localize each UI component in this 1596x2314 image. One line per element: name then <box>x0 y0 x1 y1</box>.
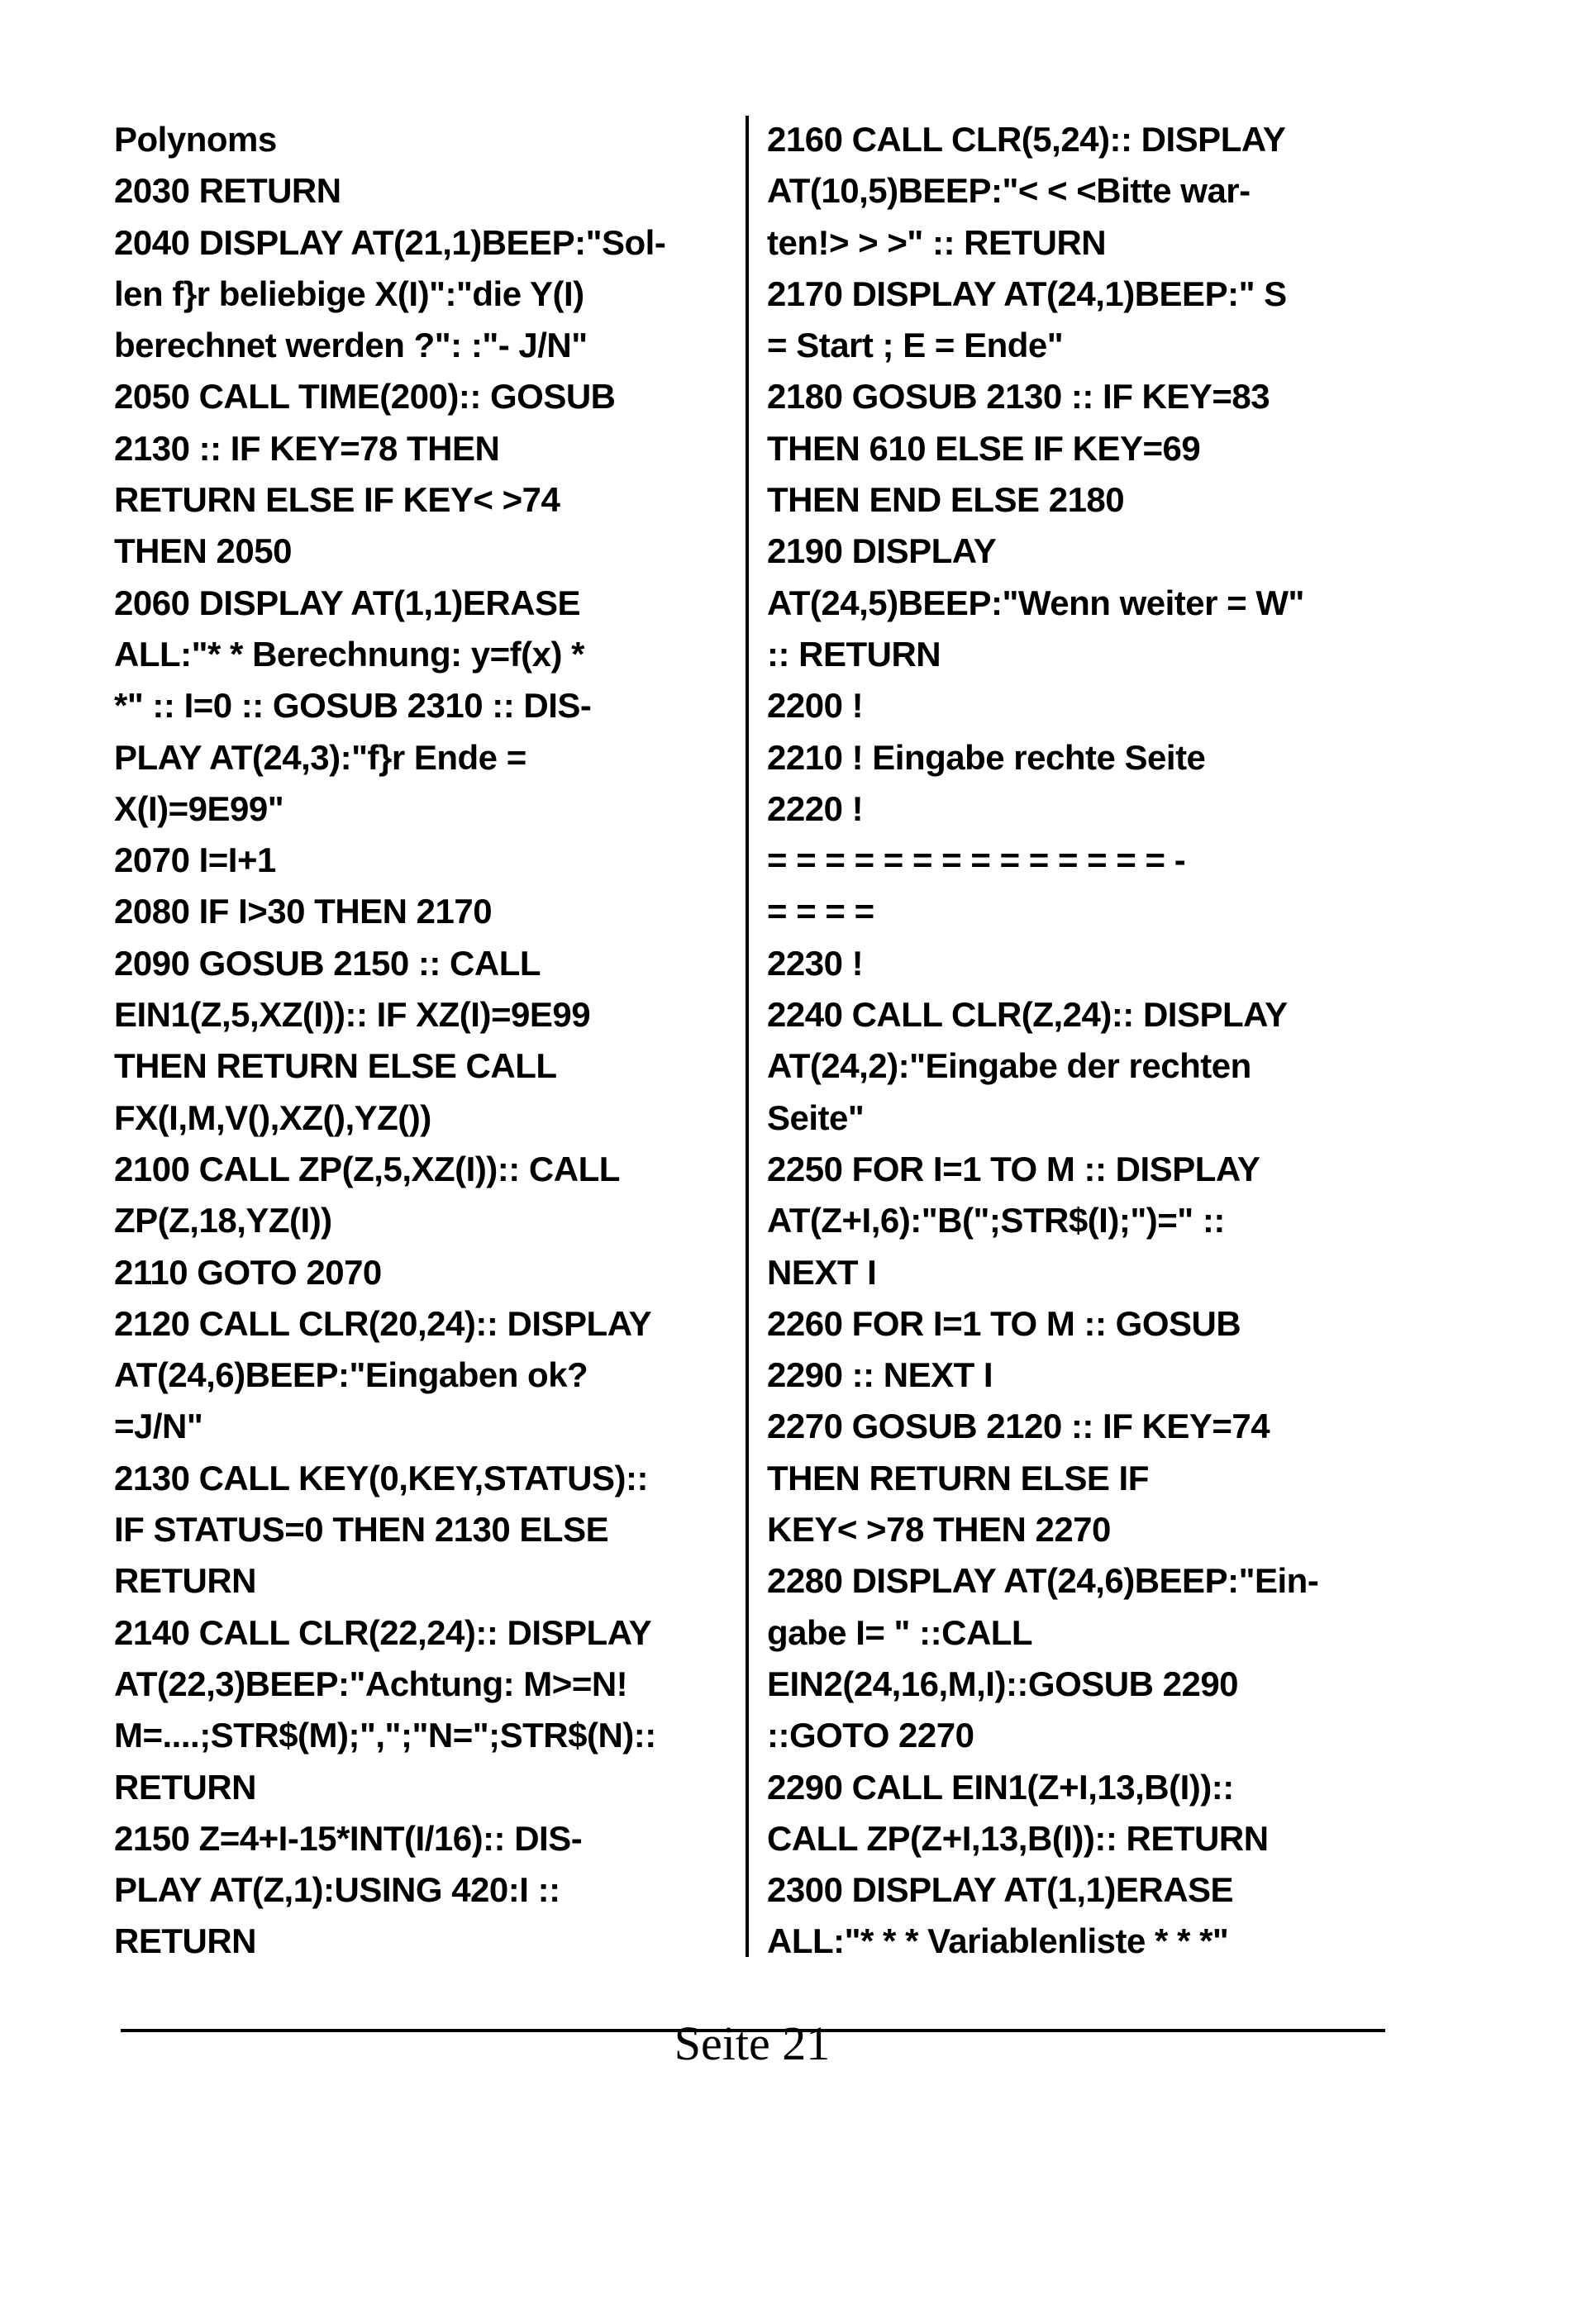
code-line: 2290 CALL EIN1(Z+I,13,B(I)):: <box>767 1767 1234 1807</box>
code-line: :: RETURN <box>767 634 941 674</box>
code-line: 2080 IF I>30 THEN 2170 <box>114 892 493 931</box>
code-line: 2180 GOSUB 2130 :: IF KEY=83 <box>767 377 1270 417</box>
code-line: THEN END ELSE 2180 <box>767 480 1125 520</box>
code-line: PLAY AT(24,3):"f}r Ende = <box>114 737 526 777</box>
code-line: THEN RETURN ELSE IF <box>767 1458 1149 1497</box>
code-line: M=....;STR$(M);",";"N=";STR$(N):: <box>114 1716 656 1755</box>
code-line: *" :: I=0 :: GOSUB 2310 :: DIS- <box>114 686 592 726</box>
code-line: 2270 GOSUB 2120 :: IF KEY=74 <box>767 1407 1270 1446</box>
code-line: 2040 DISPLAY AT(21,1)BEEP:"Sol- <box>114 222 666 262</box>
code-line: 2240 CALL CLR(Z,24):: DISPLAY <box>767 995 1288 1035</box>
code-line: THEN 2050 <box>114 531 292 571</box>
code-line: 2130 CALL KEY(0,KEY,STATUS):: <box>114 1458 648 1497</box>
code-line: 2280 DISPLAY AT(24,6)BEEP:"Ein- <box>767 1561 1319 1601</box>
code-line: RETURN ELSE IF KEY< >74 <box>114 480 560 520</box>
code-line: AT(10,5)BEEP:"< < <Bitte war- <box>767 171 1251 211</box>
code-line: ZP(Z,18,YZ(I)) <box>114 1201 332 1240</box>
code-line: 2140 CALL CLR(22,24):: DISPLAY <box>114 1612 652 1652</box>
code-line: ALL:"* * * Variablenliste * * *" <box>767 1921 1229 1961</box>
code-line: Seite" <box>767 1097 865 1137</box>
code-line: 2090 GOSUB 2150 :: CALL <box>114 943 541 983</box>
code-line: PLAY AT(Z,1):USING 420:I :: <box>114 1870 560 1910</box>
code-line: gabe I= " ::CALL <box>767 1612 1033 1652</box>
code-line: RETURN <box>114 1767 256 1807</box>
code-line: AT(24,2):"Eingabe der rechten <box>767 1046 1251 1086</box>
code-line: AT(24,5)BEEP:"Wenn weiter = W" <box>767 583 1304 622</box>
code-line: NEXT I <box>767 1252 877 1292</box>
code-line: ::GOTO 2270 <box>767 1716 974 1755</box>
code-line: 2230 ! <box>767 943 864 983</box>
code-line: = = = = <box>767 892 874 931</box>
code-line: ten!> > >" :: RETURN <box>767 222 1107 262</box>
code-line: 2190 DISPLAY <box>767 531 997 571</box>
code-line: 2050 CALL TIME(200):: GOSUB <box>114 377 616 417</box>
code-line: len f}r beliebige X(I)":"die Y(I) <box>114 274 584 313</box>
code-line: 2200 ! <box>767 686 864 726</box>
code-line: 2170 DISPLAY AT(24,1)BEEP:" S <box>767 274 1287 313</box>
code-line: 2150 Z=4+I-15*INT(I/16):: DIS- <box>114 1818 583 1858</box>
code-line: AT(22,3)BEEP:"Achtung: M>=N! <box>114 1664 628 1703</box>
code-line: 2220 ! <box>767 788 864 828</box>
column-divider <box>746 116 749 1957</box>
code-line: = Start ; E = Ende" <box>767 326 1064 365</box>
code-line: berechnet werden ?": :"- J/N" <box>114 326 588 365</box>
code-line: EIN1(Z,5,XZ(I)):: IF XZ(I)=9E99 <box>114 995 591 1035</box>
code-line: FX(I,M,V(),XZ(),YZ()) <box>114 1097 431 1137</box>
code-line: RETURN <box>114 1921 256 1961</box>
code-line: KEY< >78 THEN 2270 <box>767 1510 1111 1550</box>
code-line: 2290 :: NEXT I <box>767 1355 993 1395</box>
code-line: 2100 CALL ZP(Z,5,XZ(I)):: CALL <box>114 1149 620 1188</box>
code-line: 2210 ! Eingabe rechte Seite <box>767 737 1206 777</box>
code-line: RETURN <box>114 1561 256 1601</box>
page-number: Seite 21 <box>674 2016 831 2070</box>
code-line: IF STATUS=0 THEN 2130 ELSE <box>114 1510 609 1550</box>
code-line: =J/N" <box>114 1407 203 1446</box>
code-line: ALL:"* * Berechnung: y=f(x) * <box>114 634 584 674</box>
code-line: 2250 FOR I=1 TO M :: DISPLAY <box>767 1149 1260 1188</box>
left-code-column <box>114 114 742 1968</box>
code-line: 2110 GOTO 2070 <box>114 1252 382 1292</box>
code-line: 2160 CALL CLR(5,24):: DISPLAY <box>767 120 1286 159</box>
code-line: CALL ZP(Z+I,13,B(I)):: RETURN <box>767 1818 1269 1858</box>
code-line: 2070 I=I+1 <box>114 840 276 880</box>
code-line: AT(24,6)BEEP:"Eingaben ok? <box>114 1355 588 1395</box>
code-line: 2300 DISPLAY AT(1,1)ERASE <box>767 1870 1234 1910</box>
code-line: THEN 610 ELSE IF KEY=69 <box>767 428 1201 468</box>
right-code-column <box>767 114 1395 1968</box>
code-line: 2130 :: IF KEY=78 THEN <box>114 428 500 468</box>
code-line: 2060 DISPLAY AT(1,1)ERASE <box>114 583 581 622</box>
code-line: EIN2(24,16,M,I)::GOSUB 2290 <box>767 1664 1239 1703</box>
code-line: Polynoms <box>114 120 277 159</box>
code-line: X(I)=9E99" <box>114 788 284 828</box>
code-line: 2260 FOR I=1 TO M :: GOSUB <box>767 1303 1241 1343</box>
code-line: = = = = = = = = = = = = = = - <box>767 840 1186 880</box>
code-line: 2030 RETURN <box>114 171 341 211</box>
code-line: 2120 CALL CLR(20,24):: DISPLAY <box>114 1303 652 1343</box>
code-line: THEN RETURN ELSE CALL <box>114 1046 557 1086</box>
code-line: AT(Z+I,6):"B(";STR$(I);")=" :: <box>767 1201 1225 1240</box>
